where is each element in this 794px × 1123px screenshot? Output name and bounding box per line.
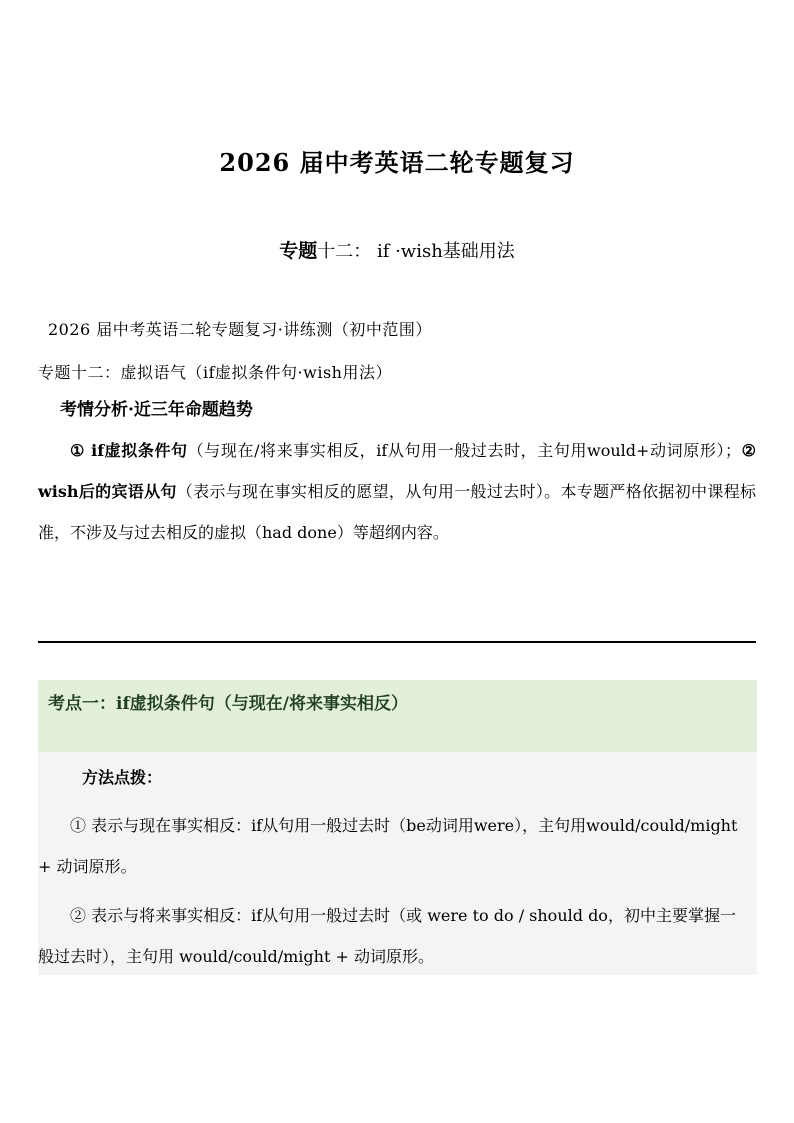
analysis-point-2-text: （表示与现在事实相反的愿望，从句用一般过去时）。本专题严格依据初中课程标准，不涉及与过去相反的虚拟（had done）等超纲内容。: [38, 482, 756, 542]
analysis-paragraph: [38, 430, 756, 553]
subtitle-strong: 专题: [279, 240, 318, 262]
kaodian-title: 考点一：if虚拟条件句（与现在/将来事实相反）: [48, 694, 408, 714]
analysis-point-1-text: （与现在/将来事实相反，if从句用一般过去时，主句用would+动词原形）；: [187, 441, 742, 460]
analysis-point-2-label: ② wish后的宾语从句: [38, 441, 756, 501]
topic-subtitle: [0, 236, 794, 263]
subtitle-rest: 十二： if ·wish基础用法: [317, 241, 515, 262]
intro-line-1: 2026 届中考英语二轮专题复习·讲练测（初中范围）: [48, 320, 432, 339]
analysis-point-1-label: ① if虚拟条件句: [70, 441, 188, 460]
intro-line-2: 专题十二：虚拟语气（if虚拟条件句·wish用法）: [38, 363, 392, 382]
section-divider: [38, 641, 756, 643]
method-point-2: ② 表示与将来事实相反：if从句用一般过去时（或 were to do / should do，初中主要掌握一般过去时），主句用 would/could/might + 动词原形。: [38, 906, 736, 966]
analysis-heading: 考情分析·近三年命题趋势: [60, 400, 253, 420]
method-heading: 方法点拨：: [82, 768, 163, 787]
method-point-1: ① 表示与现在事实相反：if从句用一般过去时（be动词用were），主句用would/could/might + 动词原形。: [38, 816, 738, 876]
document-title: 2026 届中考英语二轮专题复习: [219, 148, 575, 177]
